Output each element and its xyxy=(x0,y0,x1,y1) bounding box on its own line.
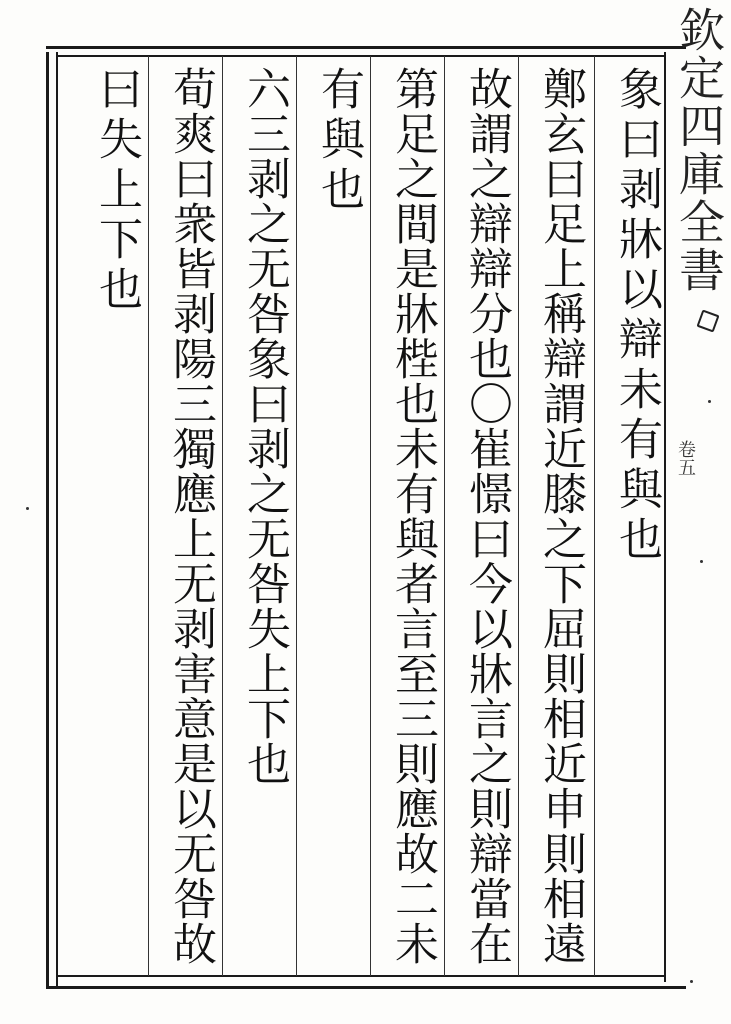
text-column-2: 鄭玄曰足上稱辯謂近膝之下屈則相近申則相遠 xyxy=(535,66,586,966)
scan-speck xyxy=(690,980,693,983)
column-rule xyxy=(444,56,445,976)
frame-border-top xyxy=(46,46,686,49)
column-rule xyxy=(148,56,149,976)
margin-book-title: 欽定四庫全書 xyxy=(672,6,726,294)
frame-border-left-inner xyxy=(56,52,58,987)
scan-speck xyxy=(708,400,711,403)
text-column-8: 曰失上下也 xyxy=(91,66,142,316)
column-rule xyxy=(370,56,371,976)
column-rule xyxy=(518,56,519,976)
text-column-6: 六三剥之无咎象曰剥之无咎失上下也 xyxy=(239,66,290,786)
column-rule xyxy=(594,56,595,976)
column-rule xyxy=(222,56,223,976)
margin-chapter-label: 卷五 xyxy=(675,440,696,476)
scan-speck xyxy=(26,507,29,510)
scan-speck xyxy=(700,560,703,563)
frame-border-bottom xyxy=(46,986,686,989)
frame-border-left xyxy=(46,52,49,987)
column-rule xyxy=(296,56,297,976)
text-column-5: 有與也 xyxy=(313,66,364,216)
text-column-4: 第足之間是牀梐也未有與者言至三則應故二未 xyxy=(387,66,438,966)
text-column-1: 象曰剥牀以辯未有與也 xyxy=(611,66,662,566)
text-column-7: 荀爽曰衆皆剥陽三獨應上无剥害意是以无咎故 xyxy=(165,66,216,966)
text-column-3: 故謂之辯辯分也〇崔憬曰今以牀言之則辯當在 xyxy=(461,66,512,966)
